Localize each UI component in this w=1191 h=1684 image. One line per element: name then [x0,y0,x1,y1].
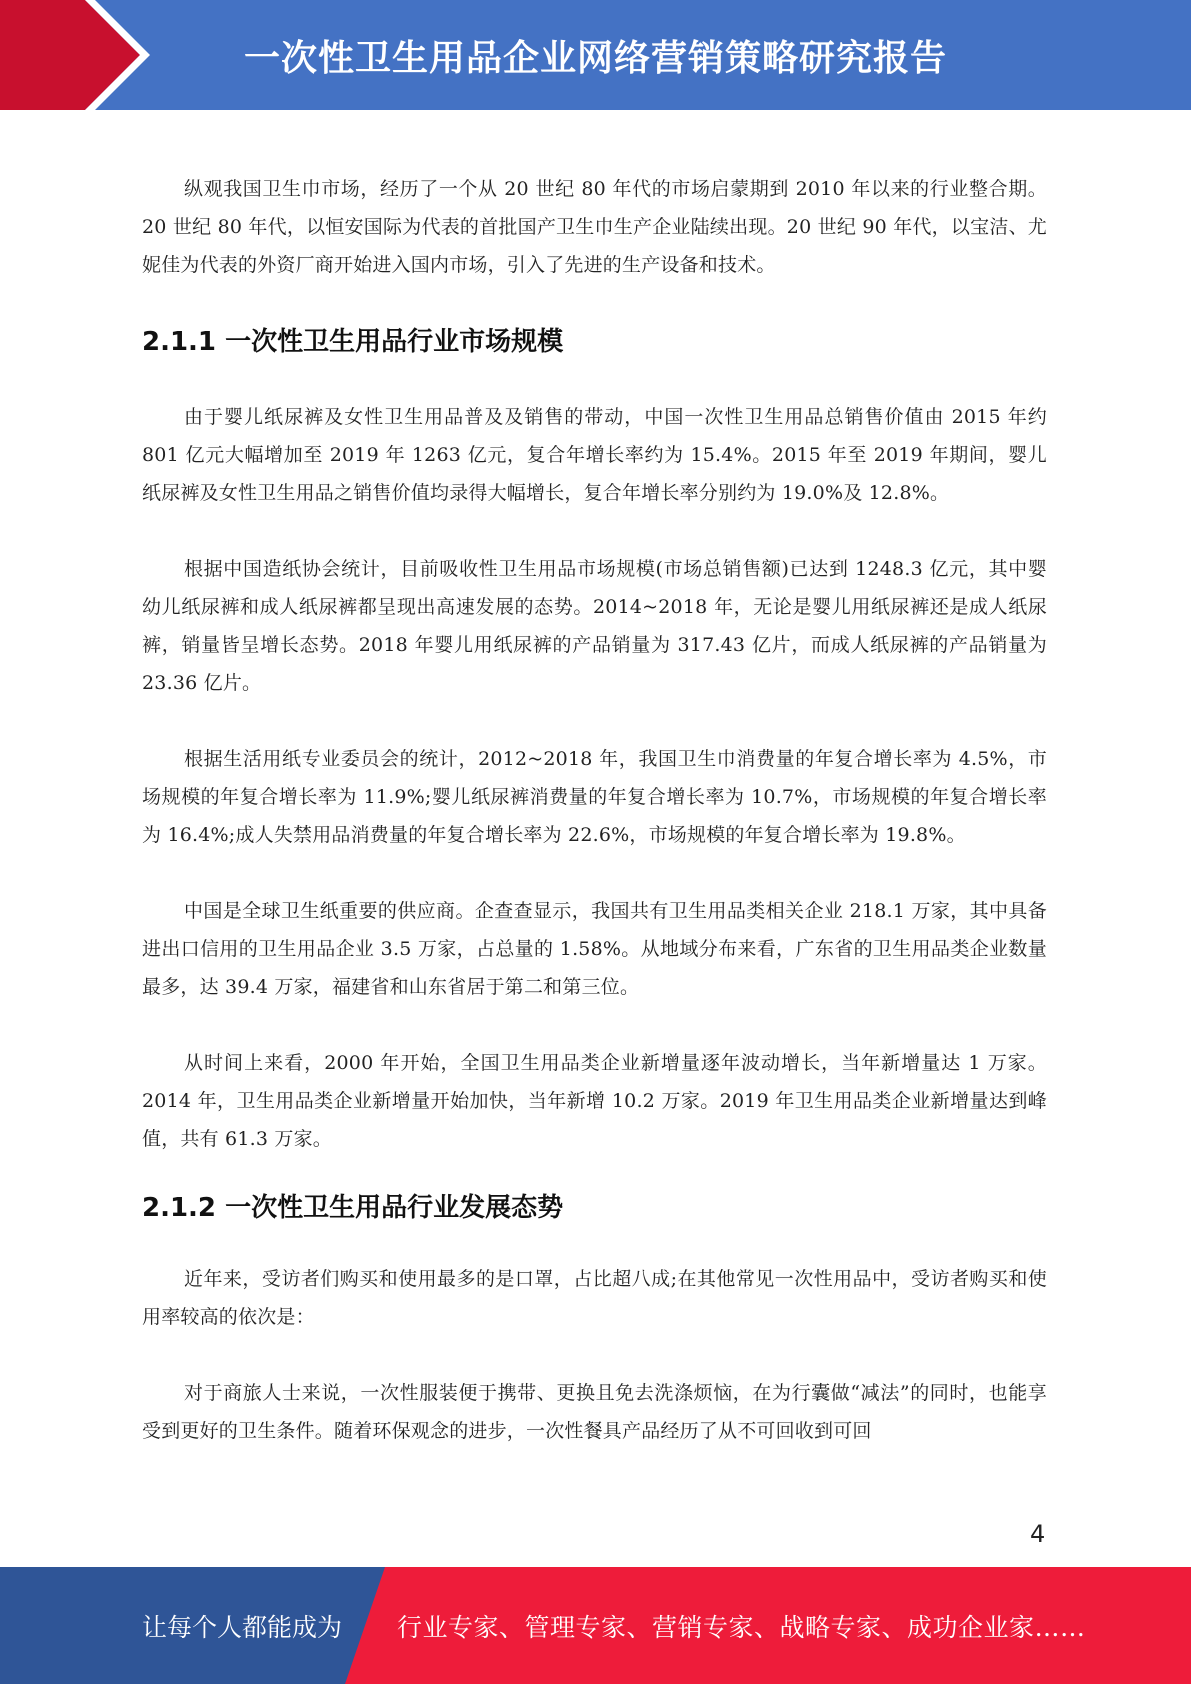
intro-paragraph: 纵观我国卫生巾市场，经历了一个从 20 世纪 80 年代的市场启蒙期到 2010 年以来的行业整合期。20 世纪 80 年代，以恒安国际为代表的首批国产卫生巾生产企业陆续出现。20 世纪 90 年代，以宝洁、尤妮佳为代表的外资厂商开始进入国内市场，引入了先进的生产设备和技术。 [142,178,1047,276]
paragraph: 根据中国造纸协会统计，目前吸收性卫生用品市场规模(市场总销售额)已达到 1248.3 亿元，其中婴幼儿纸尿裤和成人纸尿裤都呈现出高速发展的态势。2014~2018 年，无论是婴儿用纸尿裤还是成人纸尿裤，销量皆呈增长态势。2018 年婴儿用纸尿裤的产品销量为 317.43 亿片，而成人纸尿裤的产品销量为 23.36 亿片。 [142,558,1047,694]
paragraph: 由于婴儿纸尿裤及女性卫生用品普及及销售的带动，中国一次性卫生用品总销售价值由 2015 年约 801 亿元大幅增加至 2019 年 1263 亿元，复合年增长率约为 15.4%。2015 年至 2019 年期间，婴儿纸尿裤及女性卫生用品之销售价值均录得大幅增长，复合年增长率分别约为 19.0%及 12.8%。 [142,406,1047,504]
section-heading-2-1-2: 2.1.2 一次性卫生用品行业发展态势 [142,1193,564,1223]
page-number: 4 [1030,1520,1046,1548]
footer-slogan-right: 行业专家、管理专家、营销专家、战略专家、成功企业家…… [397,1612,1086,1642]
paragraph: 从时间上来看，2000 年开始，全国卫生用品类企业新增量逐年波动增长，当年新增量达 1 万家。2014 年，卫生用品类企业新增量开始加快，当年新增 10.2 万家。2019 年卫生用品类企业新增量达到峰值，共有 61.3 万家。 [142,1052,1047,1150]
paragraph: 中国是全球卫生纸重要的供应商。企查查显示，我国共有卫生用品类相关企业 218.1 万家，其中具备进出口信用的卫生用品企业 3.5 万家，占总量的 1.58%。从地域分布来看，广东省的卫生用品类企业数量最多，达 39.4 万家，福建省和山东省居于第二和第三位。 [142,900,1047,998]
document-title: 一次性卫生用品企业网络营销策略研究报告 [243,37,947,79]
page-content [142,170,1047,1450]
paragraph: 近年来，受访者们购买和使用最多的是口罩，占比超八成;在其他常见一次性用品中，受访者购买和使用率较高的依次是： [142,1268,1047,1328]
header-red-chevron [0,0,150,110]
section-heading-2-1-1: 2.1.1 一次性卫生用品行业市场规模 [142,327,564,357]
header-banner [0,0,1191,110]
footer-banner [0,1567,1191,1684]
paragraph: 对于商旅人士来说，一次性服装便于携带、更换且免去洗涤烦恼，在为行囊做“减法”的同时，也能享受到更好的卫生条件。随着环保观念的进步，一次性餐具产品经历了从不可回收到可回 [142,1382,1047,1442]
paragraph: 根据生活用纸专业委员会的统计，2012~2018 年，我国卫生巾消费量的年复合增长率为 4.5%，市场规模的年复合增长率为 11.9%;婴儿纸尿裤消费量的年复合增长率为 10.7%，市场规模的年复合增长率为 16.4%;成人失禁用品消费量的年复合增长率为 22.6%，市场规模的年复合增长率为 19.8%。 [142,748,1047,846]
footer-slogan-left: 让每个人都能成为 [142,1612,343,1642]
